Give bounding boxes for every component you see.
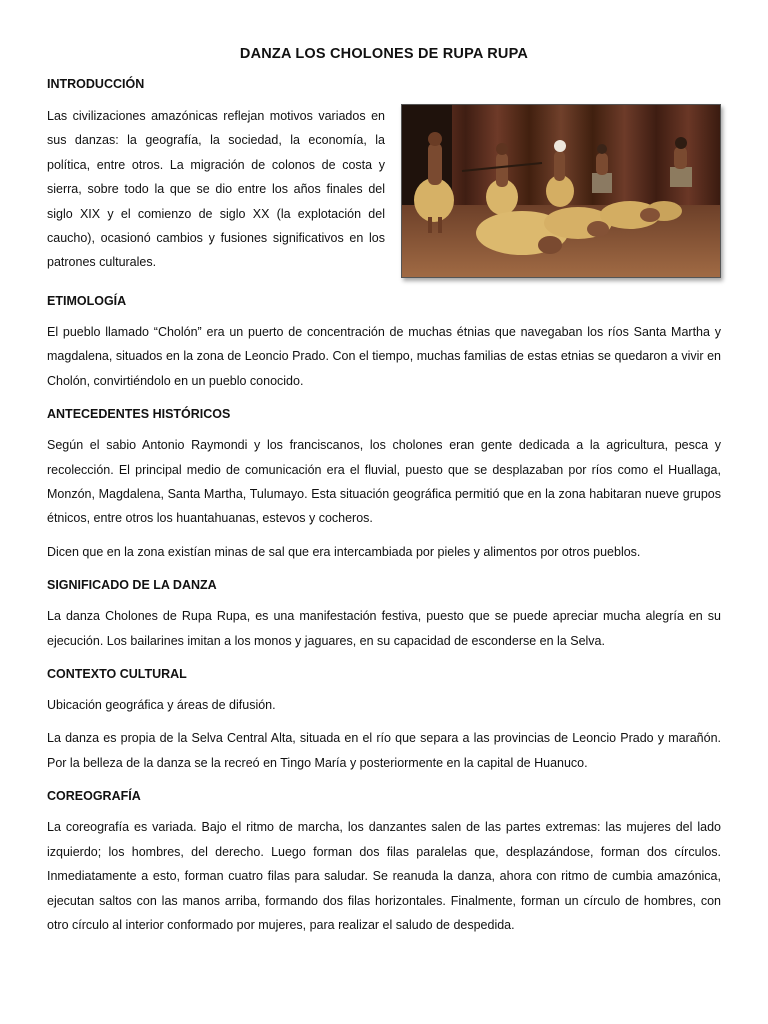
heading-introduccion: INTRODUCCIÓN [47,77,145,91]
document-page [47,44,721,937]
paragraph-introduccion: Las civilizaciones amazónicas reflejan motivos variados en sus danzas: la geografía, la sociedad, la economía, la política, entre otros. La migración de colonos de costa y sierra, sobre todo la que se dio entre los años finales del siglo XIX y el comienzo de siglo XX (la explotación del caucho), ocasionó cambios y fusiones significativos en los patrones culturales. [47,109,385,270]
paragraph-significado: La danza Cholones de Rupa Rupa, es una manifestación festiva, puesto que se puede apreciar mucha alegría en su ejecución. Los bailarines imitan a los monos y jaguares, en su capacidad de esconderse en la Selva. [47,609,721,648]
heading-contexto: CONTEXTO CULTURAL [47,667,187,682]
section-significado [47,576,721,653]
heading-antecedentes: ANTECEDENTES HISTÓRICOS [47,407,231,422]
section-contexto [47,665,721,775]
section-coreografia [47,787,721,937]
paragraph-contexto-2: La danza es propia de la Selva Central Alta, situada en el río que separa a las provincias de Leoncio Prado y marañón. Por la belleza de la danza se la recreó en Tingo María y posteriormente en la capital de Huanuco. [47,731,721,770]
heading-etimologia: ETIMOLOGÍA [47,294,127,308]
heading-significado: SIGNIFICADO DE LA DANZA [47,578,217,593]
section-antecedentes [47,405,721,564]
paragraph-antecedentes-2: Dicen que en la zona existían minas de sal que era intercambiada por pieles y alimentos por otros pueblos. [47,544,641,559]
section-etimologia [47,292,721,393]
dance-photo [401,104,721,278]
paragraph-contexto-1: Ubicación geográfica y áreas de difusión. [47,698,276,713]
paragraph-etimologia: El pueblo llamado “Cholón” era un puerto de concentración de muchas étnias que navegaban los ríos Santa Martha y magdalena, situados en la zona de Leoncio Prado. Con el tiempo, muchas familias de estas etnias se quedaron a vivir en Cholón, convirtiéndolo en un pueblo conocido. [47,325,721,388]
dance-photo-illustration [402,105,720,277]
document-title: DANZA LOS CHOLONES DE RUPA RUPA [239,46,529,62]
paragraph-coreografia: La coreografía es variada. Bajo el ritmo de marcha, los danzantes salen de las partes extremas: las mujeres del lado izquierdo; los hombres, del derecho. Luego forman dos filas paralelas que, desplazándose, forman dos círculos. Inmediatamente a esto, forman cuatro filas para saludar. Se reanuda la danza, ahora con ritmo de cumbia amazónica, ejecutan saltos con las manos arriba, formando dos filas horizontales. Finalmente, forman un círculo de hombres, con otro círculo al interior conformado por mujeres, para realizar el saludo de despedida. [47,820,721,932]
paragraph-antecedentes-1: Según el sabio Antonio Raymondi y los franciscanos, los cholones eran gente dedicada a la agricultura, pesca y recolección. El principal medio de comunicación era el fluvial, puesto que se desplazaban por ríos como el Huallaga, Monzón, Magdalena, Santa Martha, Tulumayo. Esta situación geográfica permitió que en la zona habitaran nueve grupos étnicos, entre otros los huantahuanas, estevos y cocheros. [47,438,721,526]
heading-coreografia: COREOGRAFÍA [47,789,141,804]
intro-block [47,104,721,280]
